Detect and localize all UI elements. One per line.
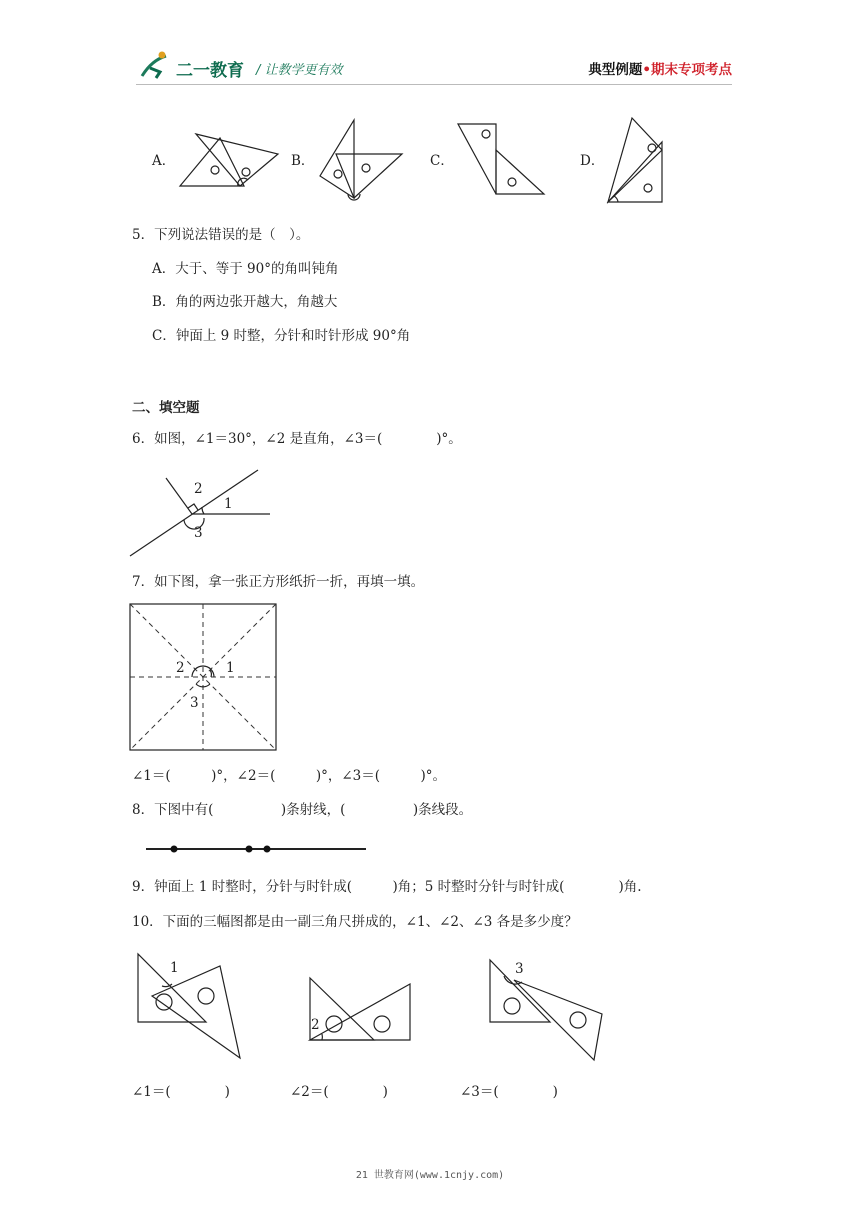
q9-stem: 9．钟面上 1 时整时，分针与时针成( )角；5 时整时分针与时针成( )角. <box>132 879 642 895</box>
q6-label-3: 3 <box>194 525 203 541</box>
q8-line-figure <box>146 843 376 855</box>
q4-option-b: B． <box>291 153 315 169</box>
q10-answer-3: ∠3＝( ) <box>460 1084 558 1100</box>
q6-figure <box>128 462 288 562</box>
header-title <box>588 58 732 78</box>
q10-answer-2: ∠2＝( ) <box>290 1084 388 1100</box>
q7-label-2: 2 <box>176 660 185 676</box>
header-dot: • <box>642 62 651 78</box>
section-title: 二、填空题 <box>132 400 200 416</box>
q10-answer-1: ∠1＝( ) <box>132 1084 230 1100</box>
footer-text: 21 世教育网(www.1cnjy.com) <box>355 1170 505 1181</box>
q10-label-3: 3 <box>515 961 524 977</box>
q4-figure-d <box>604 114 668 206</box>
header-logo <box>138 48 398 88</box>
q10-label-1: 1 <box>170 960 179 976</box>
q4-figure-c <box>456 122 548 198</box>
logo-text: 二一教育 <box>176 61 244 81</box>
q4-option-a: A． <box>152 153 176 169</box>
q10-stem: 10．下面的三幅图都是由一副三角尺拼成的，∠1、∠2、∠3 各是多少度？ <box>132 914 578 930</box>
header-title-main: 典型例题 <box>588 62 643 78</box>
q7-stem: 7．如下图，拿一张正方形纸折一折，再填一填。 <box>132 574 425 590</box>
q5-option-c: C．钟面上 9 时整，分针和时针形成 90°角 <box>152 328 411 344</box>
header-divider <box>136 84 732 85</box>
q5-option-a: A．大于、等于 90°的角叫钝角 <box>152 261 339 277</box>
q5-option-b: B．角的两边张开越大，角越大 <box>152 294 338 310</box>
q4-option-c: C． <box>430 153 454 169</box>
q6-stem: 6．如图，∠1＝30°，∠2 是直角，∠3＝( )°。 <box>132 431 462 447</box>
slogan: / 让教学更有效 <box>256 63 343 78</box>
q5-stem: 5．下列说法错误的是（ ）。 <box>132 227 310 243</box>
q8-stem: 8．下图中有( )条射线，( )条线段。 <box>132 802 473 818</box>
header-subtitle: 期末专项考点 <box>651 62 732 78</box>
q6-label-2: 2 <box>194 481 203 497</box>
q7-label-3: 3 <box>190 695 199 711</box>
q7-label-1: 1 <box>226 660 235 676</box>
runner-logo-icon <box>138 50 178 80</box>
q10-label-2: 2 <box>311 1017 320 1033</box>
q10-figure-2 <box>308 970 428 1050</box>
q7-square-figure <box>130 604 280 752</box>
q6-label-1: 1 <box>224 496 233 512</box>
q10-figure-1 <box>136 952 246 1062</box>
q10-figure-3 <box>488 956 608 1066</box>
q7-answer-line: ∠1＝( )°，∠2＝( )°，∠3＝( )°。 <box>132 768 447 784</box>
q4-option-d: D． <box>580 153 605 169</box>
q4-figure-b <box>316 118 406 202</box>
q4-figure-a <box>178 130 288 190</box>
